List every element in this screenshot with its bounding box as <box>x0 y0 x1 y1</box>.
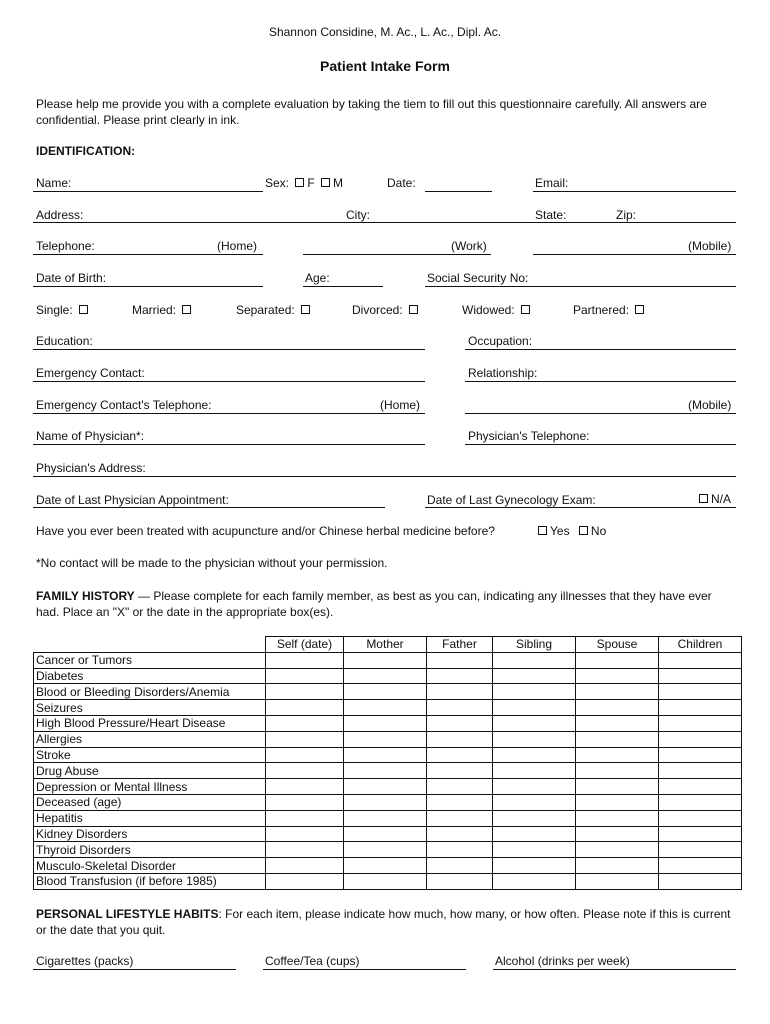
history-cell[interactable] <box>659 842 742 858</box>
col-spouse: Spouse <box>576 637 659 653</box>
history-cell[interactable] <box>576 873 659 889</box>
history-cell[interactable] <box>576 826 659 842</box>
alcohol-field[interactable] <box>493 969 736 970</box>
occupation-label: Occupation: <box>468 334 533 348</box>
mobile-phone-field[interactable] <box>533 254 736 255</box>
family-history-body <box>34 652 742 889</box>
condition-label: High Blood Pressure/Heart Disease <box>34 715 266 731</box>
condition-label: Thyroid Disorders <box>34 842 266 858</box>
history-cell[interactable] <box>659 731 742 747</box>
table-row <box>34 668 742 684</box>
table-row <box>34 858 742 874</box>
col-sibling: Sibling <box>493 637 576 653</box>
history-cell[interactable] <box>427 684 493 700</box>
emergency-home-label: (Home) <box>380 398 421 412</box>
history-cell[interactable] <box>344 731 427 747</box>
condition-label: Blood Transfusion (if before 1985) <box>34 873 266 889</box>
history-cell[interactable] <box>576 794 659 810</box>
history-cell[interactable] <box>493 842 576 858</box>
history-cell[interactable] <box>427 763 493 779</box>
marital-single <box>36 303 91 317</box>
table-row <box>34 826 742 842</box>
na-label: N/A <box>711 492 732 506</box>
family-history-table <box>33 636 742 890</box>
sex-group <box>265 176 343 190</box>
history-cell[interactable] <box>427 858 493 874</box>
history-cell[interactable] <box>427 826 493 842</box>
table-row <box>34 747 742 763</box>
history-cell[interactable] <box>493 652 576 668</box>
history-cell[interactable] <box>427 794 493 810</box>
alcohol-label: Alcohol (drinks per week) <box>495 954 630 968</box>
history-cell[interactable] <box>493 731 576 747</box>
history-cell[interactable] <box>493 763 576 779</box>
marital-separated <box>236 303 313 317</box>
marital-divorced <box>352 303 421 317</box>
history-cell[interactable] <box>659 684 742 700</box>
history-cell[interactable] <box>427 779 493 795</box>
history-cell[interactable] <box>576 810 659 826</box>
history-cell[interactable] <box>659 810 742 826</box>
last-gyn-label: Date of Last Gynecology Exam: <box>427 493 596 507</box>
last-gyn-field[interactable] <box>425 507 736 508</box>
sex-f-label: F <box>307 176 315 190</box>
history-cell[interactable] <box>659 858 742 874</box>
history-cell[interactable] <box>427 700 493 716</box>
emergency-phone-label: Emergency Contact's Telephone: <box>36 398 212 412</box>
intro-text: Please help me provide you with a complete evaluation by taking the tiem to fill out this questionnaire carefully. All answers are confidential. Please print clearly in ink. <box>36 97 707 127</box>
history-cell[interactable] <box>427 873 493 889</box>
home-phone-label: (Home) <box>217 239 258 253</box>
history-cell[interactable] <box>427 810 493 826</box>
history-cell[interactable] <box>344 668 427 684</box>
condition-label: Drug Abuse <box>34 763 266 779</box>
history-cell[interactable] <box>576 715 659 731</box>
condition-label: Cancer or Tumors <box>34 652 266 668</box>
history-cell[interactable] <box>344 700 427 716</box>
history-cell[interactable] <box>493 858 576 874</box>
col-father: Father <box>427 637 493 653</box>
emergency-contact-field[interactable] <box>33 381 425 382</box>
physician-address-field[interactable] <box>33 476 736 477</box>
lifestyle-instructions: : For each item, please indicate how much, how many, or how often. Please note if this is current or the date that you quit. <box>36 907 731 937</box>
history-cell[interactable] <box>266 810 344 826</box>
history-cell[interactable] <box>427 652 493 668</box>
no-checkbox[interactable] <box>579 526 588 535</box>
table-row <box>34 842 742 858</box>
relationship-label: Relationship: <box>468 366 538 380</box>
table-row <box>34 715 742 731</box>
address-field[interactable] <box>33 222 736 223</box>
history-cell[interactable] <box>266 763 344 779</box>
na-checkbox[interactable] <box>699 494 708 503</box>
single-checkbox[interactable] <box>79 305 88 314</box>
sex-m-label: M <box>333 176 344 190</box>
history-cell[interactable] <box>659 652 742 668</box>
emergency-mobile-label: (Mobile) <box>688 398 732 412</box>
table-row <box>34 652 742 668</box>
name-field[interactable] <box>33 191 263 192</box>
condition-label: Allergies <box>34 731 266 747</box>
condition-label: Stroke <box>34 747 266 763</box>
history-cell[interactable] <box>493 826 576 842</box>
coffee-field[interactable] <box>263 969 466 970</box>
history-cell[interactable] <box>493 700 576 716</box>
history-cell[interactable] <box>344 747 427 763</box>
table-header-row <box>34 637 742 653</box>
acupuncture-question: Have you ever been treated with acupuncture and/or Chinese herbal medicine before? <box>36 524 495 538</box>
education-label: Education: <box>36 334 93 348</box>
yes-checkbox[interactable] <box>538 526 547 535</box>
coffee-label: Coffee/Tea (cups) <box>265 954 360 968</box>
mobile-phone-label: (Mobile) <box>688 239 732 253</box>
history-cell[interactable] <box>576 668 659 684</box>
col-mother: Mother <box>344 637 427 653</box>
history-cell[interactable] <box>266 842 344 858</box>
ssn-label: Social Security No: <box>427 271 529 285</box>
separated-checkbox[interactable] <box>301 305 310 314</box>
condition-label: Deceased (age) <box>34 794 266 810</box>
history-cell[interactable] <box>659 763 742 779</box>
history-cell[interactable] <box>576 700 659 716</box>
history-cell[interactable] <box>659 700 742 716</box>
table-row <box>34 873 742 889</box>
email-label: Email: <box>535 176 569 190</box>
table-row <box>34 684 742 700</box>
zip-label: Zip: <box>616 208 637 222</box>
no-label: No <box>590 524 607 538</box>
table-row <box>34 731 742 747</box>
relationship-field[interactable] <box>465 381 736 382</box>
physician-name-label: Name of Physician*: <box>36 429 145 443</box>
single-label: Single: <box>36 303 73 317</box>
sex-f-checkbox[interactable] <box>295 178 304 187</box>
family-history-instructions: — Please complete for each family member, as best as you can, indicating any illnesses that they have ever had. Place an "X" or the date in the appropriate box(es). <box>36 589 712 619</box>
history-cell[interactable] <box>576 684 659 700</box>
col-children: Children <box>659 637 742 653</box>
page-title: Patient Intake Form <box>320 58 450 74</box>
dob-label: Date of Birth: <box>36 271 107 285</box>
date-label: Date: <box>387 176 416 190</box>
col-self: Self (date) <box>266 637 344 653</box>
history-cell[interactable] <box>659 747 742 763</box>
family-history-heading: FAMILY HISTORY <box>36 589 135 603</box>
lifestyle-intro <box>36 906 736 938</box>
ssn-field[interactable] <box>425 286 736 287</box>
cigarettes-field[interactable] <box>33 969 236 970</box>
history-cell[interactable] <box>493 810 576 826</box>
history-cell[interactable] <box>427 668 493 684</box>
physician-phone-label: Physician's Telephone: <box>468 429 590 443</box>
lifestyle-heading: PERSONAL LIFESTYLE HABITS <box>36 907 219 921</box>
history-cell[interactable] <box>493 747 576 763</box>
history-cell[interactable] <box>493 779 576 795</box>
history-cell[interactable] <box>659 826 742 842</box>
acupuncture-answers <box>535 524 606 538</box>
marital-widowed <box>462 303 533 317</box>
history-cell[interactable] <box>344 684 427 700</box>
widowed-checkbox[interactable] <box>521 305 530 314</box>
history-cell[interactable] <box>266 873 344 889</box>
physician-name-field[interactable] <box>33 444 425 445</box>
family-history-intro <box>36 588 736 620</box>
dob-field[interactable] <box>33 286 263 287</box>
corner-cell <box>34 637 266 653</box>
history-cell[interactable] <box>576 652 659 668</box>
telephone-label: Telephone: <box>36 239 95 253</box>
education-field[interactable] <box>33 349 425 350</box>
history-cell[interactable] <box>344 826 427 842</box>
history-cell[interactable] <box>266 668 344 684</box>
history-cell[interactable] <box>659 715 742 731</box>
emergency-mobile-field[interactable] <box>465 413 736 414</box>
history-cell[interactable] <box>427 747 493 763</box>
physician-phone-field[interactable] <box>465 444 736 445</box>
date-field[interactable] <box>425 191 492 192</box>
physician-footnote: *No contact will be made to the physician without your permission. <box>36 556 388 570</box>
condition-label: Seizures <box>34 700 266 716</box>
married-checkbox[interactable] <box>182 305 191 314</box>
history-cell[interactable] <box>266 779 344 795</box>
city-label: City: <box>346 208 370 222</box>
history-cell[interactable] <box>427 731 493 747</box>
cigarettes-label: Cigarettes (packs) <box>36 954 134 968</box>
identification-heading: IDENTIFICATION: <box>36 144 136 158</box>
history-cell[interactable] <box>659 794 742 810</box>
history-cell[interactable] <box>344 794 427 810</box>
condition-label: Kidney Disorders <box>34 826 266 842</box>
condition-label: Musculo-Skeletal Disorder <box>34 858 266 874</box>
work-phone-label: (Work) <box>451 239 487 253</box>
divorced-checkbox[interactable] <box>409 305 418 314</box>
state-label: State: <box>535 208 567 222</box>
history-cell[interactable] <box>659 779 742 795</box>
yes-label: Yes <box>550 524 570 538</box>
home-phone-field[interactable] <box>33 254 263 255</box>
name-label: Name: <box>36 176 72 190</box>
history-cell[interactable] <box>344 858 427 874</box>
history-cell[interactable] <box>344 779 427 795</box>
history-cell[interactable] <box>266 684 344 700</box>
condition-label: Hepatitis <box>34 810 266 826</box>
history-cell[interactable] <box>266 715 344 731</box>
separated-label: Separated: <box>236 303 295 317</box>
condition-label: Depression or Mental Illness <box>34 779 266 795</box>
history-cell[interactable] <box>344 652 427 668</box>
history-cell[interactable] <box>427 842 493 858</box>
table-row <box>34 779 742 795</box>
history-cell[interactable] <box>576 842 659 858</box>
emergency-home-field[interactable] <box>33 413 425 414</box>
condition-label: Diabetes <box>34 668 266 684</box>
sex-label: Sex: <box>265 176 290 190</box>
partnered-checkbox[interactable] <box>635 305 644 314</box>
married-label: Married: <box>132 303 177 317</box>
na-option <box>696 492 731 506</box>
history-cell[interactable] <box>266 794 344 810</box>
history-cell[interactable] <box>344 810 427 826</box>
divorced-label: Divorced: <box>352 303 403 317</box>
history-cell[interactable] <box>493 684 576 700</box>
table-row <box>34 763 742 779</box>
history-cell[interactable] <box>344 715 427 731</box>
history-cell[interactable] <box>576 763 659 779</box>
history-cell[interactable] <box>659 873 742 889</box>
work-phone-field[interactable] <box>303 254 491 255</box>
history-cell[interactable] <box>344 842 427 858</box>
table-row <box>34 794 742 810</box>
address-label: Address: <box>36 208 84 222</box>
history-cell[interactable] <box>266 731 344 747</box>
history-cell[interactable] <box>493 668 576 684</box>
last-physician-label: Date of Last Physician Appointment: <box>36 493 229 507</box>
history-cell[interactable] <box>266 700 344 716</box>
widowed-label: Widowed: <box>462 303 515 317</box>
history-cell[interactable] <box>266 747 344 763</box>
history-cell[interactable] <box>576 858 659 874</box>
sex-m-checkbox[interactable] <box>321 178 330 187</box>
emergency-contact-label: Emergency Contact: <box>36 366 145 380</box>
history-cell[interactable] <box>427 715 493 731</box>
history-cell[interactable] <box>266 652 344 668</box>
last-physician-field[interactable] <box>33 507 385 508</box>
history-cell[interactable] <box>266 858 344 874</box>
condition-label: Blood or Bleeding Disorders/Anemia <box>34 684 266 700</box>
email-field[interactable] <box>533 191 736 192</box>
age-field[interactable] <box>303 286 383 287</box>
history-cell[interactable] <box>576 779 659 795</box>
history-cell[interactable] <box>493 715 576 731</box>
marital-partnered <box>573 303 647 317</box>
occupation-field[interactable] <box>465 349 736 350</box>
history-cell[interactable] <box>659 668 742 684</box>
partnered-label: Partnered: <box>573 303 630 317</box>
table-row <box>34 810 742 826</box>
age-label: Age: <box>305 271 330 285</box>
practitioner-name: Shannon Considine, M. Ac., L. Ac., Dipl. Ac. <box>268 25 502 39</box>
history-cell[interactable] <box>266 826 344 842</box>
marital-married <box>132 303 194 317</box>
history-cell[interactable] <box>344 763 427 779</box>
history-cell[interactable] <box>493 794 576 810</box>
history-cell[interactable] <box>344 873 427 889</box>
physician-address-label: Physician's Address: <box>36 461 146 475</box>
table-row <box>34 700 742 716</box>
history-cell[interactable] <box>576 747 659 763</box>
history-cell[interactable] <box>576 731 659 747</box>
history-cell[interactable] <box>493 873 576 889</box>
